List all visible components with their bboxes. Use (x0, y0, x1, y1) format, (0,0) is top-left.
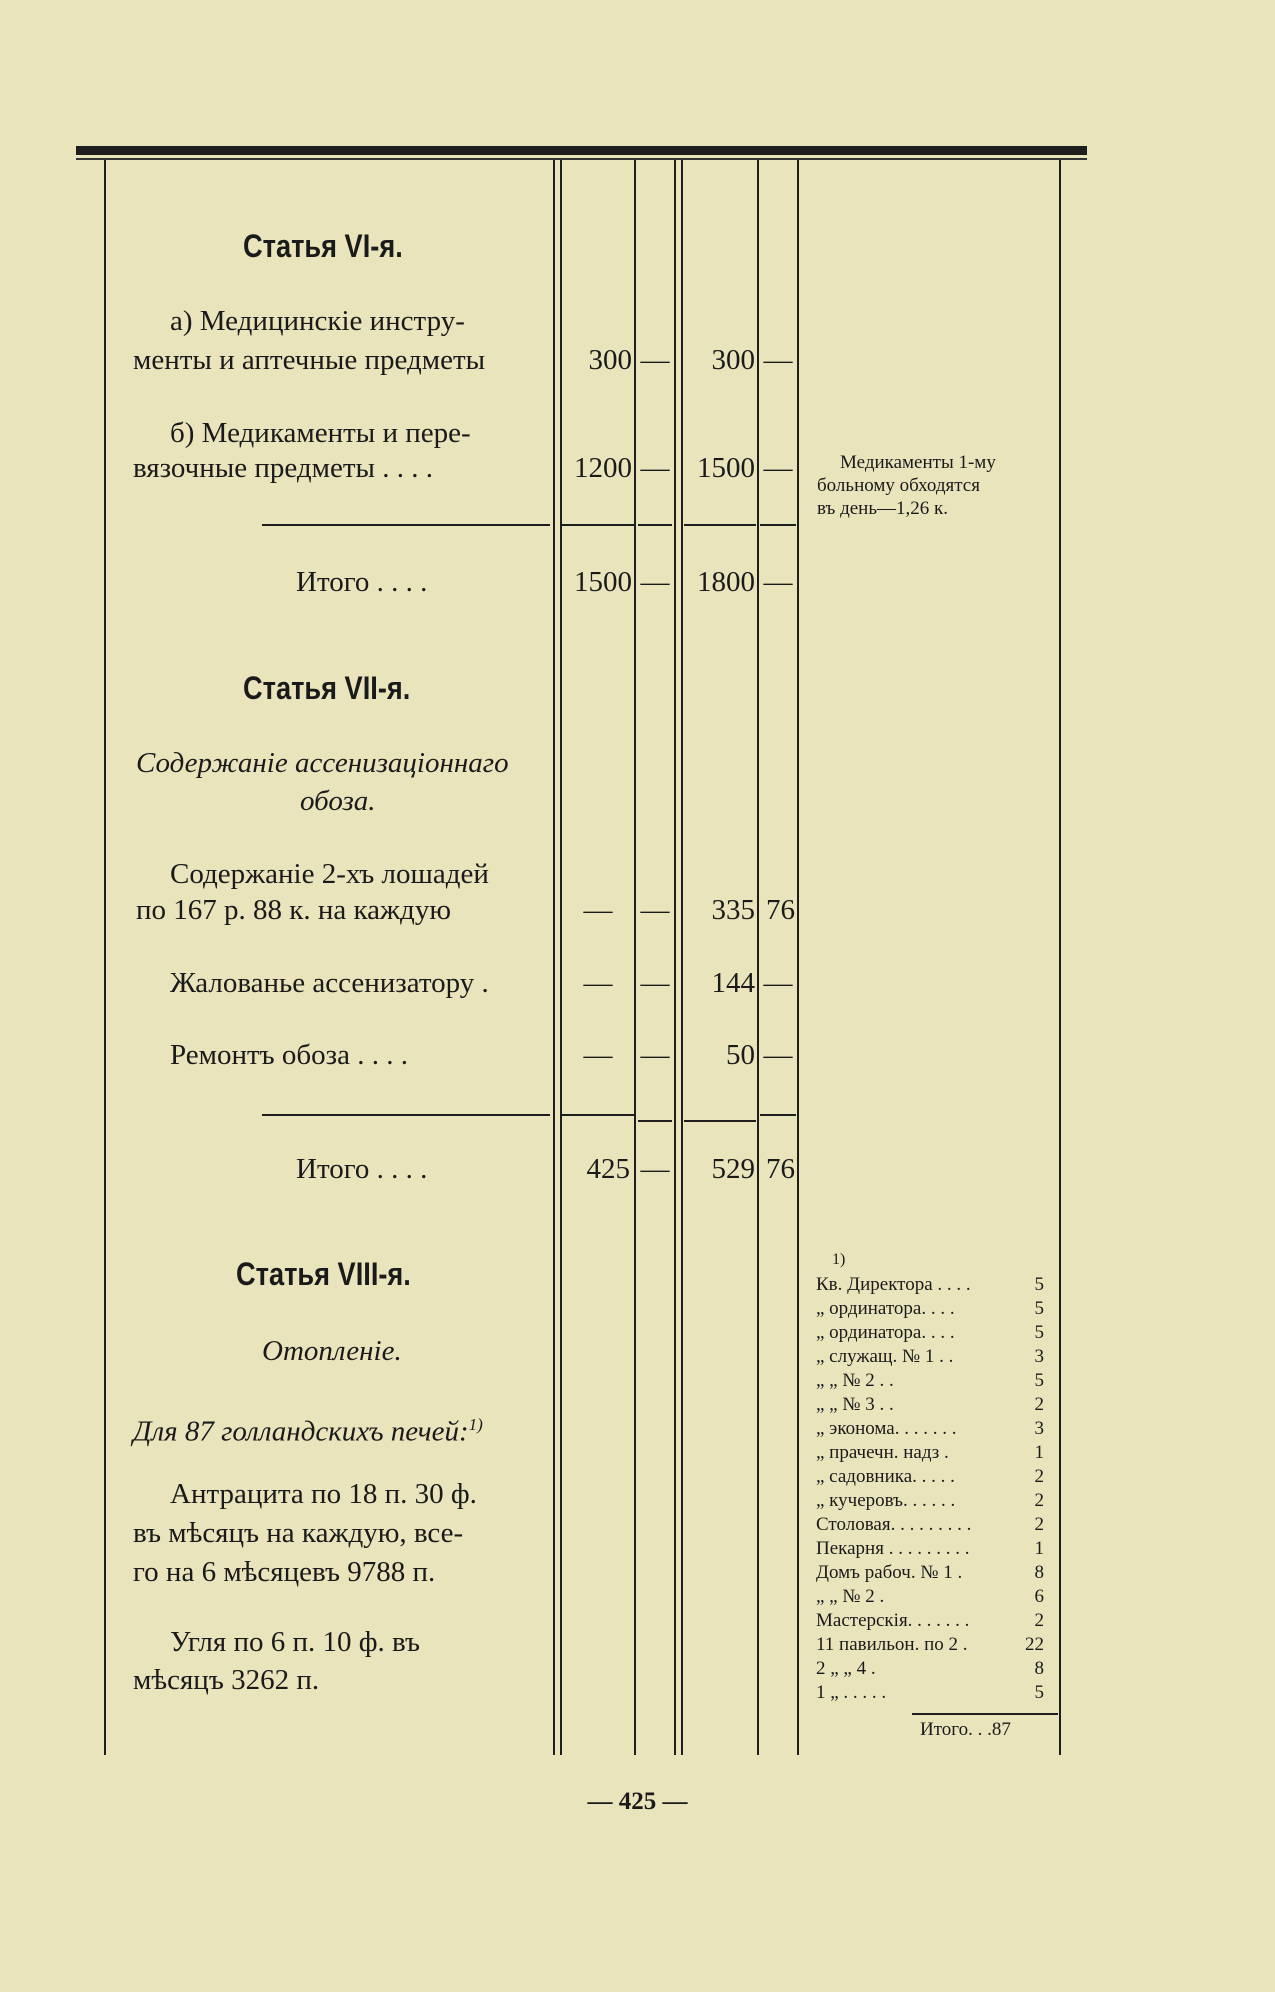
footnote-row-label: „ ординатора. . . . (816, 1322, 955, 1343)
art6-total-kop1: — (640, 566, 670, 598)
col-rule-2 (634, 160, 636, 1755)
footnote-row-value: 2 (1034, 1466, 1044, 1487)
art7-horses-rub1: — (583, 894, 613, 926)
footnote-row-value: 2 (1034, 1610, 1044, 1631)
art6-item-a-kop1: — (640, 344, 670, 376)
art6-item-b-rub1: 1200 (574, 452, 632, 484)
art8-anthracite-line2: въ мѣсяцъ на каждую, все- (133, 1517, 464, 1549)
footnote-row-label: „ прачечн. надз . (816, 1442, 949, 1463)
footnote-row-label: „ садовника. . . . . (816, 1466, 955, 1487)
art6-item-a-line1: а) Медицинскіе инстру- (170, 305, 465, 337)
art7-horses-line2: по 167 р. 88 к. на каждую (136, 894, 451, 926)
art7-total-label: Итого . . . . (296, 1153, 428, 1185)
top-rule-thin (76, 158, 1087, 160)
art6-heading: Статья VI-я. (243, 228, 403, 264)
art8-anthracite-line3: го на 6 мѣсяцевъ 9788 п. (133, 1556, 436, 1588)
rule-art7-c1 (562, 1114, 634, 1116)
footnote-row-value: 22 (1025, 1634, 1044, 1655)
footnote-row-value: 3 (1034, 1418, 1044, 1439)
art8-heading: Статья VIII-я. (236, 1256, 411, 1292)
art7-repair-rub1: — (583, 1039, 613, 1071)
footnote-row-label: 1 „ . . . . . (816, 1682, 887, 1703)
footnote-row-value: 5 (1034, 1298, 1044, 1319)
art7-repair-kop1: — (640, 1039, 670, 1071)
footnote-row (816, 1320, 1046, 1345)
art6-item-a-kop2: — (763, 344, 793, 376)
footnote-row-value: 6 (1034, 1586, 1044, 1607)
footnote-row (816, 1584, 1046, 1609)
footnote-row (816, 1296, 1046, 1321)
art6-item-b-line2: вязочные предметы . . . . (133, 452, 434, 484)
right-border (1059, 160, 1061, 1755)
art8-stoves-text: Для 87 голландскихъ печей: (133, 1415, 469, 1448)
footnote-row-label: Домъ рабоч. № 1 . (816, 1562, 963, 1583)
art8-coal-line1: Угля по 6 п. 10 ф. въ (170, 1626, 421, 1658)
footnote-row-value: 3 (1034, 1346, 1044, 1367)
col-rule-1b (560, 160, 562, 1755)
rule-art6-c2 (684, 524, 756, 526)
footnote-row (816, 1392, 1046, 1417)
footnote-row-label: „ „ № 2 . (816, 1586, 885, 1607)
footnote-row-label: Мастерскія. . . . . . . (816, 1610, 970, 1631)
footnote-row-value: 1 (1034, 1538, 1044, 1559)
footnote-row-value: 5 (1034, 1274, 1044, 1295)
art8-coal-line2: мѣсяцъ 3262 п. (133, 1664, 320, 1696)
footnote-row-label: Пекарня . . . . . . . . . (816, 1538, 970, 1559)
rule-art6-c1 (562, 524, 634, 526)
footnote-row-value: 5 (1034, 1370, 1044, 1391)
rule-art7-c2 (684, 1120, 756, 1122)
art6-total-kop2: — (763, 566, 793, 598)
footnote-row (816, 1368, 1046, 1393)
art7-total-kop2: 76 (766, 1153, 795, 1185)
footnote-marker: 1) (832, 1251, 846, 1268)
art8-subtitle: Отопленіе. (262, 1335, 402, 1367)
footnote-row-label: „ „ № 3 . . (816, 1394, 894, 1415)
col-rule-1 (553, 160, 555, 1755)
footnote-row (816, 1464, 1046, 1489)
art6-note-line1: Медикаменты 1-му (840, 452, 996, 473)
art7-subtitle-line1: Содержаніе ассенизаціоннаго (136, 747, 509, 779)
top-rule (76, 146, 1087, 155)
rule-art6-k1 (638, 524, 672, 526)
art6-item-b-kop2: — (763, 452, 793, 484)
footnote-row (816, 1272, 1046, 1297)
left-border (104, 160, 106, 1755)
art7-horses-kop2: 76 (766, 894, 795, 926)
footnote-row (816, 1416, 1046, 1441)
footnote-row-label: 11 павильон. по 2 . (816, 1634, 968, 1655)
art6-item-b-rub2: 1500 (697, 452, 755, 484)
art7-salary-label: Жалованье ассенизатору . (170, 967, 489, 999)
rule-art7-label (262, 1114, 550, 1116)
art8-stoves-line (133, 1406, 483, 1451)
footnote-row-label: „ кучеровъ. . . . . . (816, 1490, 956, 1511)
art7-repair-label: Ремонтъ обоза . . . . (170, 1039, 408, 1071)
footnote-row-label: 2 „ „ 4 . (816, 1658, 876, 1679)
rule-art6-label (262, 524, 550, 526)
rule-art7-k1 (638, 1120, 672, 1122)
footnote-row (816, 1440, 1046, 1465)
footnote-row (816, 1536, 1046, 1561)
art6-item-b-line1: б) Медикаменты и пере- (170, 417, 471, 449)
art6-total-rub1: 1500 (574, 566, 632, 598)
art7-horses-line1: Содержаніе 2-хъ лошадей (170, 858, 489, 890)
art7-salary-kop2: — (763, 967, 793, 999)
art7-salary-rub2: 144 (711, 967, 755, 999)
rule-art6-k2 (760, 524, 796, 526)
art6-note-line3: въ день—1,26 к. (817, 498, 948, 519)
art7-repair-kop2: — (763, 1039, 793, 1071)
footnote-row-value: 2 (1034, 1490, 1044, 1511)
footnote-row (816, 1488, 1046, 1513)
footnote-total: Итого. . .87 (920, 1719, 1011, 1740)
footnote-row-value: 8 (1034, 1658, 1044, 1679)
footnote-row-label: Столовая. . . . . . . . . (816, 1514, 972, 1535)
footnote-row (816, 1512, 1046, 1537)
art6-item-b-kop1: — (640, 452, 670, 484)
footnote-row-label: Кв. Директора . . . . (816, 1274, 971, 1295)
footnote-row-label: „ „ № 2 . . (816, 1370, 894, 1391)
footnote-row (816, 1560, 1046, 1585)
col-rule-4 (757, 160, 759, 1755)
footnote-total-rule (912, 1713, 1058, 1715)
footnote-row-label: „ эконома. . . . . . . (816, 1418, 957, 1439)
art7-horses-rub2: 335 (711, 894, 755, 926)
col-rule-3 (674, 160, 676, 1755)
footnote-row-value: 8 (1034, 1562, 1044, 1583)
rule-art7-k2 (760, 1114, 796, 1116)
art7-total-kop1: — (640, 1153, 670, 1185)
footnote-row-value: 5 (1034, 1682, 1044, 1703)
art7-salary-rub1: — (583, 967, 613, 999)
art6-item-a-line2: менты и аптечные предметы (133, 344, 486, 376)
art6-item-a-rub2: 300 (711, 344, 755, 376)
footnote-row (816, 1680, 1046, 1705)
col-rule-3b (681, 160, 683, 1755)
footnote-row (816, 1344, 1046, 1369)
art7-heading: Статья VII-я. (243, 670, 411, 706)
art7-horses-kop1: — (640, 894, 670, 926)
art7-salary-kop1: — (640, 967, 670, 999)
footnote-row (816, 1656, 1046, 1681)
art8-stoves-footnote-ref: 1) (468, 1415, 483, 1434)
art7-repair-rub2: 50 (726, 1039, 755, 1071)
page-number: — 425 — (587, 1788, 688, 1815)
footnote-row (816, 1608, 1046, 1633)
col-rule-5 (797, 160, 799, 1755)
art6-item-a-rub1: 300 (588, 344, 632, 376)
footnote-row-value: 5 (1034, 1322, 1044, 1343)
art7-subtitle-line2: обоза. (300, 785, 376, 817)
art6-note-line2: больному обходятся (817, 475, 980, 496)
footnote-row (816, 1632, 1046, 1657)
footnote-row-value: 2 (1034, 1514, 1044, 1535)
art6-total-label: Итого . . . . (296, 566, 428, 598)
footnote-row-value: 1 (1034, 1442, 1044, 1463)
footnote-row-label: „ ординатора. . . . (816, 1298, 955, 1319)
footnote-row-label: „ служащ. № 1 . . (816, 1346, 954, 1367)
art7-total-rub2: 529 (711, 1153, 755, 1185)
art8-anthracite-line1: Антрацита по 18 п. 30 ф. (170, 1478, 477, 1510)
art6-total-rub2: 1800 (697, 566, 755, 598)
footnote-row-value: 2 (1034, 1394, 1044, 1415)
art7-total-rub1: 425 (586, 1153, 630, 1185)
